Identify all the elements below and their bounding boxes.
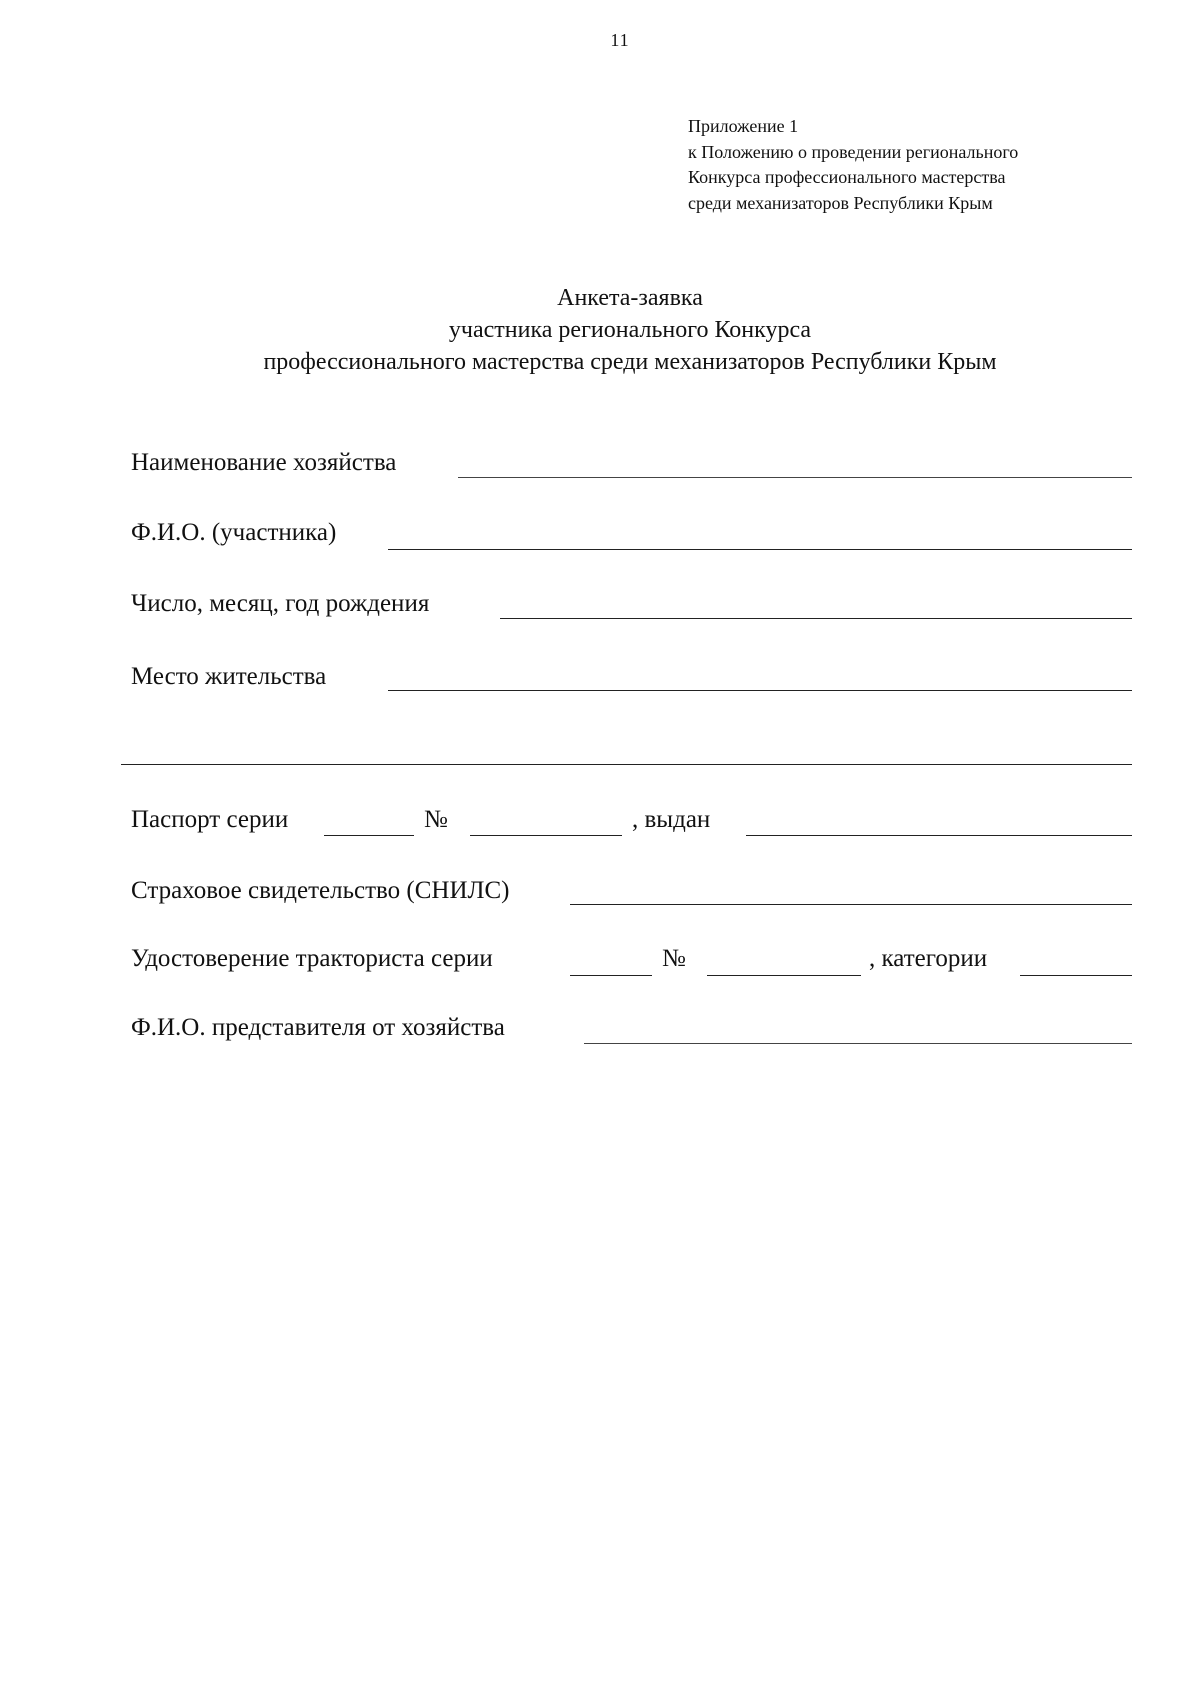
annex-header	[688, 114, 1018, 216]
representative-field[interactable]	[584, 1043, 1132, 1044]
passport-number-sign: №	[424, 806, 448, 833]
farm-name-field[interactable]	[458, 477, 1132, 478]
passport-issued-label: , выдан	[632, 806, 711, 833]
annex-line-1: Приложение 1	[688, 116, 799, 136]
passport-series-label: Паспорт серии	[131, 806, 289, 833]
title-line-2: участника регионального Конкурса	[448, 317, 812, 343]
passport-issued-field[interactable]	[746, 835, 1132, 836]
snils-label: Страховое свидетельство (СНИЛС)	[131, 877, 510, 904]
tractor-license-series-field[interactable]	[570, 975, 652, 976]
residence-field-continuation[interactable]	[121, 764, 1132, 765]
birth-date-field[interactable]	[500, 618, 1132, 619]
annex-line-4: среди механизаторов Республики Крым	[688, 192, 993, 213]
snils-field[interactable]	[570, 904, 1132, 905]
title-line-1: Анкета-заявка	[557, 285, 703, 311]
title-line-3: профессионального мастерства среди механизаторов Республики Крым	[263, 349, 997, 375]
annex-line-3: Конкурса профессионального мастерства	[688, 167, 1006, 187]
participant-name-label: Ф.И.О. (участника)	[131, 519, 337, 546]
page-number: 11	[610, 30, 630, 50]
passport-number-field[interactable]	[470, 835, 622, 836]
residence-field[interactable]	[388, 690, 1132, 691]
document-title	[0, 282, 1200, 378]
tractor-license-categories-label: , категории	[869, 945, 988, 972]
participant-name-field[interactable]	[388, 549, 1132, 550]
representative-label: Ф.И.О. представителя от хозяйства	[131, 1014, 505, 1041]
tractor-license-number-field[interactable]	[707, 975, 861, 976]
passport-series-field[interactable]	[324, 835, 414, 836]
residence-label: Место жительства	[131, 663, 327, 690]
tractor-license-categories-field[interactable]	[1020, 975, 1132, 976]
birth-date-label: Число, месяц, год рождения	[131, 590, 430, 617]
tractor-license-label: Удостоверение тракториста серии	[131, 945, 493, 972]
farm-name-label: Наименование хозяйства	[131, 449, 397, 476]
tractor-license-number-sign: №	[662, 945, 686, 972]
annex-line-2: к Положению о проведении регионального	[688, 141, 1019, 162]
